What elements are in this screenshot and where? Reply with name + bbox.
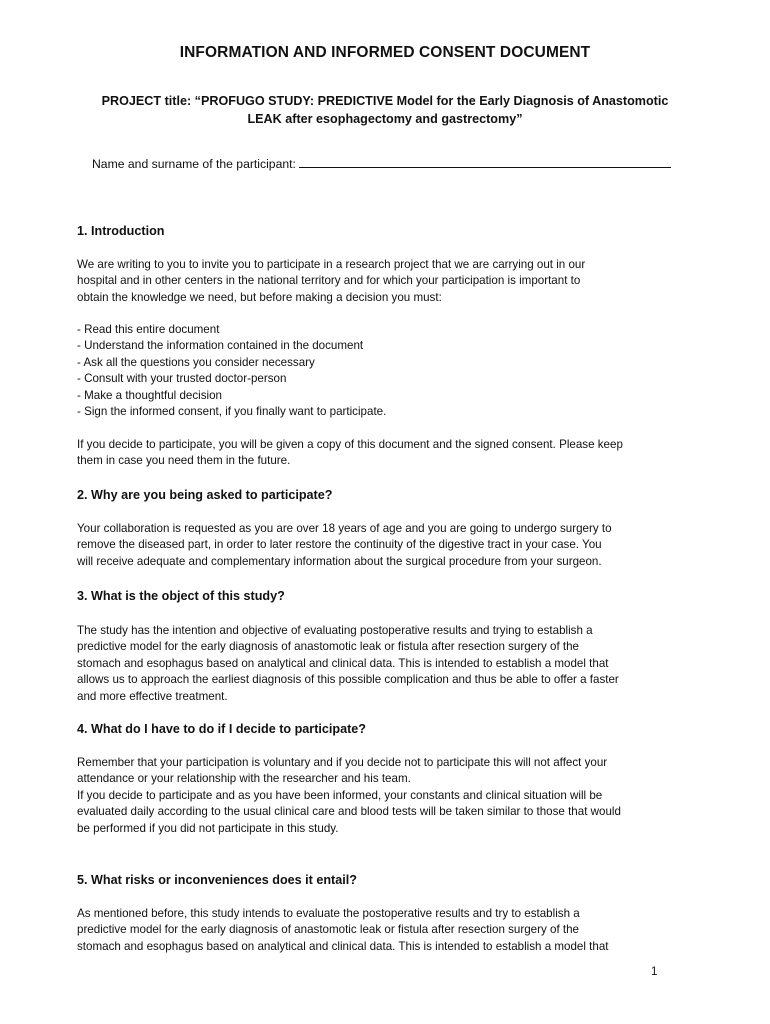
- paragraph-line: As mentioned before, this study intends to evaluate the postoperative results and try to establish a: [77, 907, 580, 920]
- paragraph-line: be performed if you did not participate in this study.: [77, 821, 339, 835]
- paragraph-line: Remember that your participation is voluntary and if you decide not to participate this will not affect your: [77, 756, 608, 769]
- paragraph-line: stomach and esophagus based on analytical and clinical data. This is intended to establish a model that: [77, 656, 609, 670]
- paragraph-line: stomach and esophagus based on analytical and clinical data. This is intended to establish a model that: [77, 939, 609, 953]
- introduction-list: [77, 322, 737, 420]
- list-item: - Consult with your trusted doctor-person: [77, 372, 287, 386]
- participant-label: Name and surname of the participant:: [92, 157, 296, 171]
- section-heading-risks: 5. What risks or inconveniences does it entail?: [77, 873, 357, 887]
- paragraph-line: hospital and in other centers in the national territory and for which your participation is important to: [77, 274, 581, 288]
- list-item: - Understand the information contained in the document: [77, 339, 364, 353]
- section-heading-introduction: 1. Introduction: [77, 224, 165, 238]
- paragraph-line: remove the diseased part, in order to later restore the continuity of the digestive tract in your case. You: [77, 538, 602, 552]
- section-heading-what-to-do: 4. What do I have to do if I decide to participate?: [77, 722, 366, 736]
- section-heading-why: 2. Why are you being asked to participate?: [77, 488, 333, 502]
- why-paragraph: [77, 521, 737, 570]
- paragraph-line: them in case you need them in the future.: [77, 454, 291, 468]
- paragraph-line: If you decide to participate, you will be given a copy of this document and the signed consent. Please keep: [77, 438, 623, 451]
- document-title: INFORMATION AND INFORMED CONSENT DOCUMENT: [179, 44, 591, 61]
- paragraph-line: predictive model for the early diagnosis of anastomotic leak or fistula after resection surgery of the: [77, 923, 580, 937]
- paragraph-line: If you decide to participate and as you have been informed, your constants and clinical situation will be: [77, 788, 603, 802]
- paragraph-line: obtain the knowledge we need, but before making a decision you must:: [77, 290, 442, 304]
- participant-name-field: [92, 156, 671, 171]
- project-title-line: PROJECT title: “PROFUGO STUDY: PREDICTIVE Model for the Early Diagnosis of Anastomotic: [101, 94, 669, 108]
- paragraph-line: and more effective treatment.: [77, 689, 228, 703]
- risks-paragraph: [77, 906, 737, 955]
- paragraph-line: Your collaboration is requested as you are over 18 years of age and you are going to undergo surgery to: [77, 522, 612, 535]
- list-item: - Ask all the questions you consider necessary: [77, 355, 315, 369]
- project-title: [60, 92, 710, 128]
- paragraph-line: will receive adequate and complementary information about the surgical procedure from your surgeon.: [77, 554, 602, 568]
- list-item: - Sign the informed consent, if you finally want to participate.: [77, 405, 387, 419]
- section-heading-object: 3. What is the object of this study?: [77, 589, 285, 603]
- introduction-closing: [77, 437, 737, 470]
- what-to-do-paragraph: [77, 755, 737, 837]
- paragraph-line: The study has the intention and objective of evaluating postoperative results and trying to establish a: [77, 624, 593, 637]
- list-item: - Make a thoughtful decision: [77, 388, 223, 402]
- list-item: - Read this entire document: [77, 323, 220, 336]
- project-title-line: LEAK after esophagectomy and gastrectomy”: [247, 112, 523, 126]
- paragraph-line: We are writing to you to invite you to participate in a research project that we are carrying out in our: [77, 258, 586, 271]
- paragraph-line: allows us to approach the earliest diagnosis of this possible complication and thus be able to offer a faster: [77, 673, 619, 687]
- paragraph-line: attendance or your relationship with the researcher and his team.: [77, 772, 411, 786]
- participant-name-blank: [299, 156, 671, 168]
- page-number: 1: [651, 966, 658, 978]
- paragraph-line: predictive model for the early diagnosis of anastomotic leak or fistula after resection surgery of the: [77, 640, 580, 654]
- object-paragraph: [77, 623, 737, 705]
- paragraph-line: evaluated daily according to the usual clinical care and blood tests will be taken similar to those that would: [77, 805, 621, 819]
- introduction-paragraph: [77, 257, 737, 306]
